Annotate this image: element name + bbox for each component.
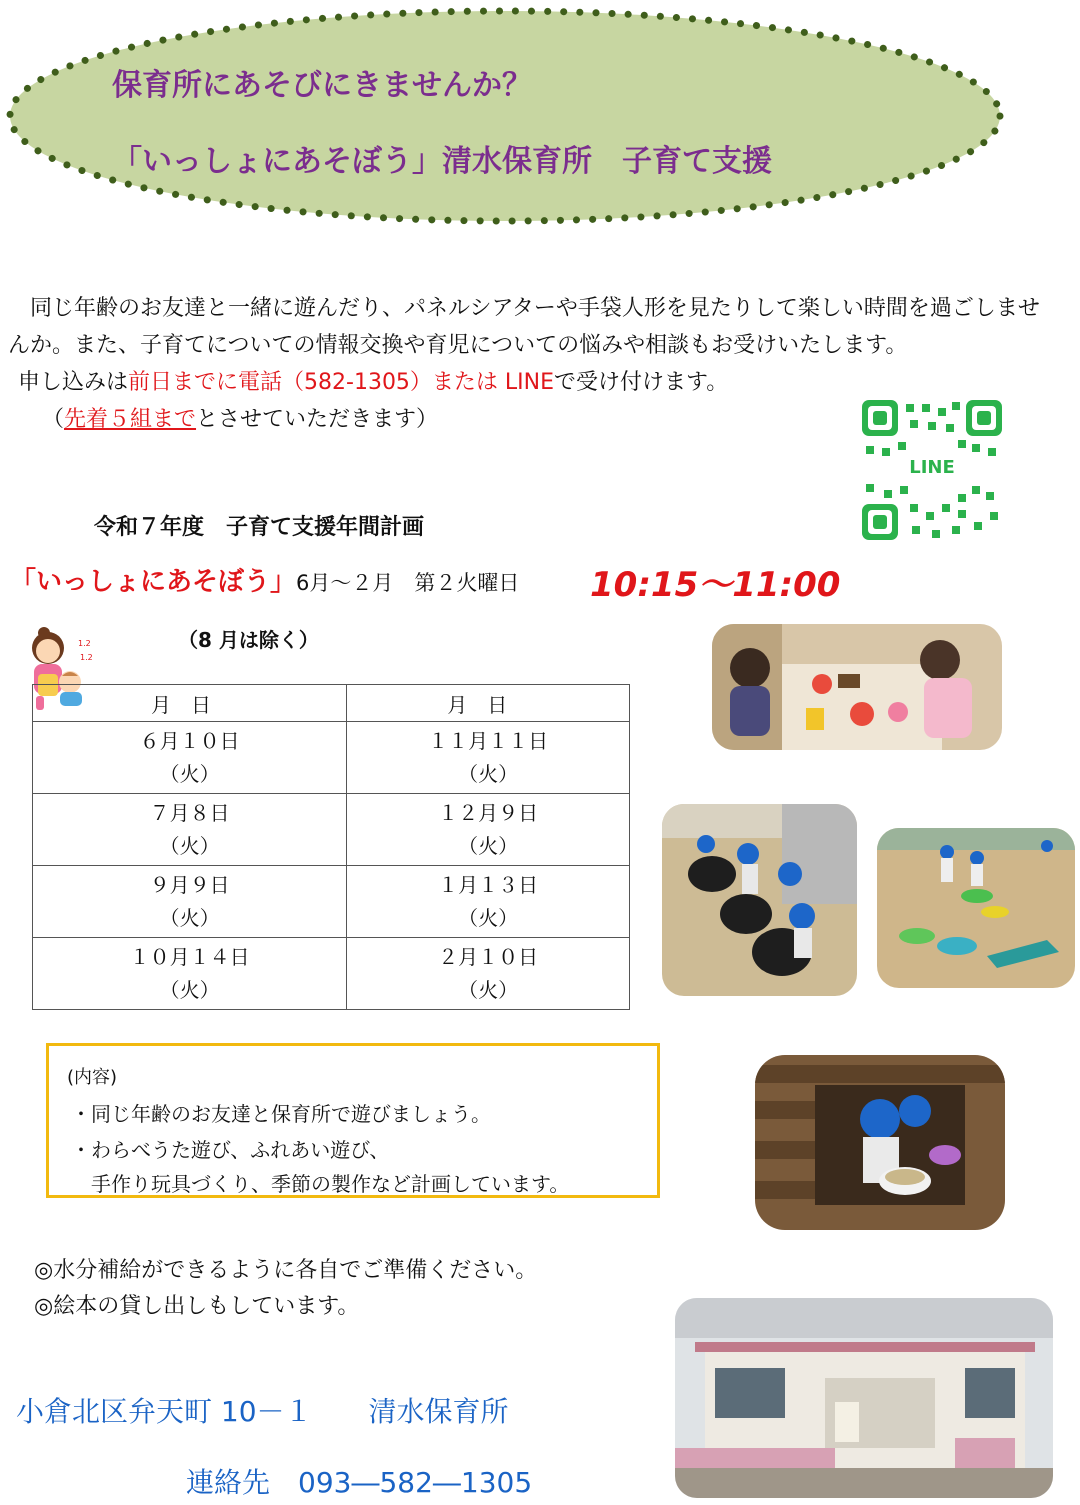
event-line: [10, 561, 519, 598]
limit-highlight: 先着５組まで: [64, 407, 197, 432]
photo-play-house: [755, 1055, 1005, 1230]
contents-box: [46, 1043, 660, 1198]
footer-address: 小倉北区弁天町 10－１ 清水保育所: [16, 1395, 509, 1428]
line-qr-code[interactable]: [862, 400, 1002, 540]
contents-item: 手作り玩具づくり、季節の製作など計画しています。: [91, 1172, 570, 1196]
event-schedule: 6月～２月 第２火曜日: [296, 571, 520, 595]
table-row: [33, 866, 630, 938]
svg-text:1.2: 1.2: [78, 639, 91, 648]
footer-contact: 連絡先 093―582―1305: [186, 1466, 533, 1499]
svg-text:1.2: 1.2: [80, 653, 93, 662]
header-subtitle: 「いっしょにあそぼう」清水保育所 子育て支援: [112, 144, 772, 179]
august-excluded-note: （8 月は除く）: [178, 628, 319, 652]
table-cell: ７月８日 （火）: [33, 794, 347, 866]
apply-deadline: 前日までに電話（582-1305）または LINE: [128, 370, 555, 395]
table-header-row: [33, 685, 630, 722]
event-name: 「いっしょにあそぼう」: [10, 567, 297, 597]
table-cell: １０月１４日 （火）: [33, 938, 347, 1010]
photo-nursery-building: [675, 1298, 1053, 1498]
table-row: [33, 938, 630, 1010]
contents-item: ・同じ年齢のお友達と保育所で遊びましょう。: [71, 1102, 491, 1126]
schedule-table: [32, 684, 630, 1010]
contents-item: ・わらべうた遊び、ふれあい遊び、: [71, 1138, 390, 1162]
apply-line: 申し込みは前日までに電話（582-1305）または LINEで受け付けます。: [18, 370, 729, 395]
photo-tire-play: [662, 804, 857, 996]
table-cell: １１月１１日 （火）: [347, 722, 630, 794]
table-header-right: 月 日: [347, 685, 630, 722]
header-title: 保育所にあそびにきませんか？: [112, 68, 532, 103]
table-cell: ２月１０日 （火）: [347, 938, 630, 1010]
table-cell: ９月９日 （火）: [33, 866, 347, 938]
plan-title: 令和７年度 子育て支援年間計画: [94, 515, 425, 540]
event-time: 10:15～11:00: [590, 565, 841, 605]
note-water: ◎水分補給ができるように各自でご準備ください。: [34, 1258, 538, 1283]
intro-paragraph: 同じ年齢のお友達と一緒に遊んだり、パネルシアターや手袋人形を見たりして楽しい時間を過ごしませんか。また、子育てについての情報交換や育児についての悩みや相談もお受けいたします。: [8, 296, 1040, 358]
photo-toy-play: [712, 624, 1002, 750]
table-row: [33, 794, 630, 866]
header-oval: [0, 0, 1010, 232]
photo-stepping-stones: [877, 828, 1075, 988]
limit-line: （先着５組までとさせていただきます）: [42, 407, 439, 432]
table-header-left: 月 日: [33, 685, 347, 722]
table-cell: ６月１０日 （火）: [33, 722, 347, 794]
note-books: ◎絵本の貸し出しもしています。: [34, 1294, 360, 1319]
table-cell: １月１３日 （火）: [347, 866, 630, 938]
contents-heading: (内容): [67, 1067, 118, 1088]
table-row: [33, 722, 630, 794]
qr-line-label: LINE: [909, 457, 955, 478]
table-cell: １２月９日 （火）: [347, 794, 630, 866]
